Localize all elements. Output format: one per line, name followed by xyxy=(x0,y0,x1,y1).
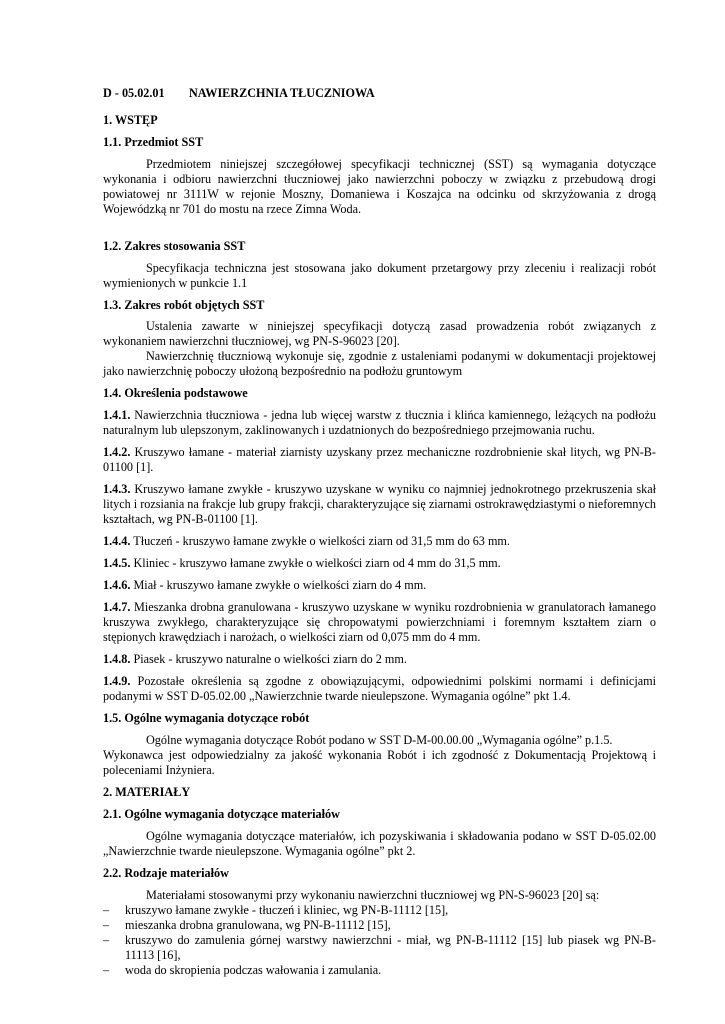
definition-item xyxy=(103,600,656,645)
section-1-2-title: 1.2. Zakres stosowania SST xyxy=(103,239,246,253)
definition-number: 1.4.1. xyxy=(103,408,131,422)
section-2-2-title: 2.2. Rodzaje materiałów xyxy=(103,866,229,880)
section-1-1-text: Przedmiotem niniejszej szczegółowej specyfikacji technicznej (SST) są wymagania dotyczące wykonania i odbioru nawierzchni tłuczniowej jako nawierzchni poboczy w związku z przebudową drogi powiatowej nr 3111W w rejonie Moszny, Domaniewa i Koszajca na odcinku od skrzyżowania z drogą Wojewódzką nr 701 do mostu na rzece Zimna Woda. xyxy=(103,157,656,216)
section-1-3-paragraph-1: Ustalenia zawarte w niniejszej specyfikacji dotyczą zasad prowadzenia robót związanych z wykonaniem nawierzchni tłuczniowej, wg PN-S-96023 [20]. xyxy=(103,319,656,348)
section-2-1-text: Ogólne wymagania dotyczące materiałów, ich pozyskiwania i składowania podano w SST D-05.02.00 „Nawierzchnie twarde nieulepszone. Wymagania ogólne” pkt 2. xyxy=(103,829,656,858)
list-item: – kruszywo do zamulenia górnej warstwy nawierzchni - miał, wg PN-B-11112 [15] lub piasek wg PN-B-11113 [16], xyxy=(103,933,656,963)
section-1-3-title: 1.3. Zakres robót objętych SST xyxy=(103,298,265,312)
definition-item xyxy=(103,534,656,549)
definition-number: 1.4.9. xyxy=(103,674,131,688)
definition-number: 1.4.7. xyxy=(103,600,131,614)
definition-number: 1.4.4. xyxy=(103,534,131,548)
section-1-1-title: 1.1. Przedmiot SST xyxy=(103,135,204,149)
definition-item xyxy=(103,674,656,704)
definition-number: 1.4.6. xyxy=(103,578,131,592)
definition-number: 1.4.5. xyxy=(103,556,131,570)
definition-item xyxy=(103,556,656,571)
definition-number: 1.4.2. xyxy=(103,445,131,459)
section-1-3-paragraph-2: Nawierzchnię tłuczniową wykonuje się, zgodnie z ustaleniami podanymi w dokumentacji projektowej jako nawierzchnię poboczy ułożoną bezpośrednio na podłożu gruntowym xyxy=(103,349,656,378)
document-header xyxy=(103,86,656,101)
section-2-2-intro: Materiałami stosowanymi przy wykonaniu nawierzchni tłuczniowej wg PN-S-96023 [20] są: xyxy=(146,888,600,902)
definition-text: Miał - kruszywo łamane zwykłe o wielkości ziarn do 4 mm. xyxy=(130,578,427,592)
section-1-5-paragraph-2: Wykonawca jest odpowiedzialny za jakość wykonania Robót i ich zgodność z Dokumentacją Projektową i poleceniami Inżyniera. xyxy=(103,748,656,777)
definition-item xyxy=(103,578,656,593)
definition-text: Mieszanka drobna granulowana - kruszywo uzyskane w wyniku rozdrobnienia w granulatorach łamanego kruszywa zwykłego, charakteryzujące się chropowatymi powierzchniami i foremnym kształtem ziarn o stępionych krawędziach i narożach, o wielkości ziarn od 0,075 mm do 4 mm. xyxy=(103,600,656,644)
spec-title: NAWIERZCHNIA TŁUCZNIOWA xyxy=(189,86,375,100)
definition-item xyxy=(103,408,656,438)
definition-item xyxy=(103,445,656,475)
definition-item xyxy=(103,482,656,527)
definition-text: Piasek - kruszywo naturalne o wielkości ziarn do 2 mm. xyxy=(130,652,407,666)
definition-text: Kliniec - kruszywo łamane zwykłe o wielkości ziarn od 4 mm do 31,5 mm. xyxy=(130,556,501,570)
section-1-4-title: 1.4. Określenia podstawowe xyxy=(103,386,248,400)
definition-text: Kruszywo łamane zwykłe - kruszywo uzyskane w wyniku co najmniej jednokrotnego przekruszenia skał litych i rozsiania na frakcje lub grupy frakcji, charakteryzujące się ziarnami ostrokrawędziastymi o nieforemnych kształtach, wg PN-B-01100 [1]. xyxy=(103,482,656,526)
definition-number: 1.4.8. xyxy=(103,652,131,666)
document-page xyxy=(103,86,656,978)
section-1-title: 1. WSTĘP xyxy=(103,113,158,127)
list-item: – mieszanka drobna granulowana, wg PN-B-11112 [15], xyxy=(103,918,656,933)
section-2-1-title: 2.1. Ogólne wymagania dotyczące materiałów xyxy=(103,807,340,821)
definition-text: Tłuczeń - kruszywo łamane zwykłe o wielkości ziarn od 31,5 mm do 63 mm. xyxy=(130,534,510,548)
definition-number: 1.4.3. xyxy=(103,482,131,496)
definitions-list xyxy=(103,408,656,704)
section-1-5-title: 1.5. Ogólne wymagania dotyczące robót xyxy=(103,711,310,725)
section-1-2-text: Specyfikacja techniczna jest stosowana jako dokument przetargowy przy zleceniu i realizacji robót wymienionych w punkcie 1.1 xyxy=(103,261,656,290)
section-1-5-paragraph-1: Ogólne wymagania dotyczące Robót podano w SST D-M-00.00.00 „Wymagania ogólne” p.1.5. xyxy=(146,733,613,747)
list-item: – woda do skropienia podczas wałowania i zamulania. xyxy=(103,963,656,978)
definition-text: Nawierzchnia tłuczniowa - jedna lub więcej warstw z tłucznia i klińca kamiennego, leżących na podłożu naturalnym lub ulepszonym, zaklinowanych i uzdatnionych do bezpośredniego przejmowania ruchu. xyxy=(103,408,656,437)
definition-item xyxy=(103,652,656,667)
definition-text: Pozostałe określenia są zgodne z obowiązującymi, odpowiednimi polskimi normami i definicjami podanymi w SST D-05.02.00 „Nawierzchnie twarde nieulepszone. Wymagania ogólne” pkt 1.4. xyxy=(103,674,656,703)
section-2-title: 2. MATERIAŁY xyxy=(103,785,191,799)
list-item: – kruszywo łamane zwykłe - tłuczeń i kliniec, wg PN-B-11112 [15], xyxy=(103,903,656,918)
definition-text: Kruszywo łamane - materiał ziarnisty uzyskany przez mechaniczne rozdrobnienie skał litych, wg PN-B-01100 [1]. xyxy=(103,445,656,474)
materials-list xyxy=(103,903,656,978)
spec-code: D - 05.02.01 xyxy=(103,86,165,100)
